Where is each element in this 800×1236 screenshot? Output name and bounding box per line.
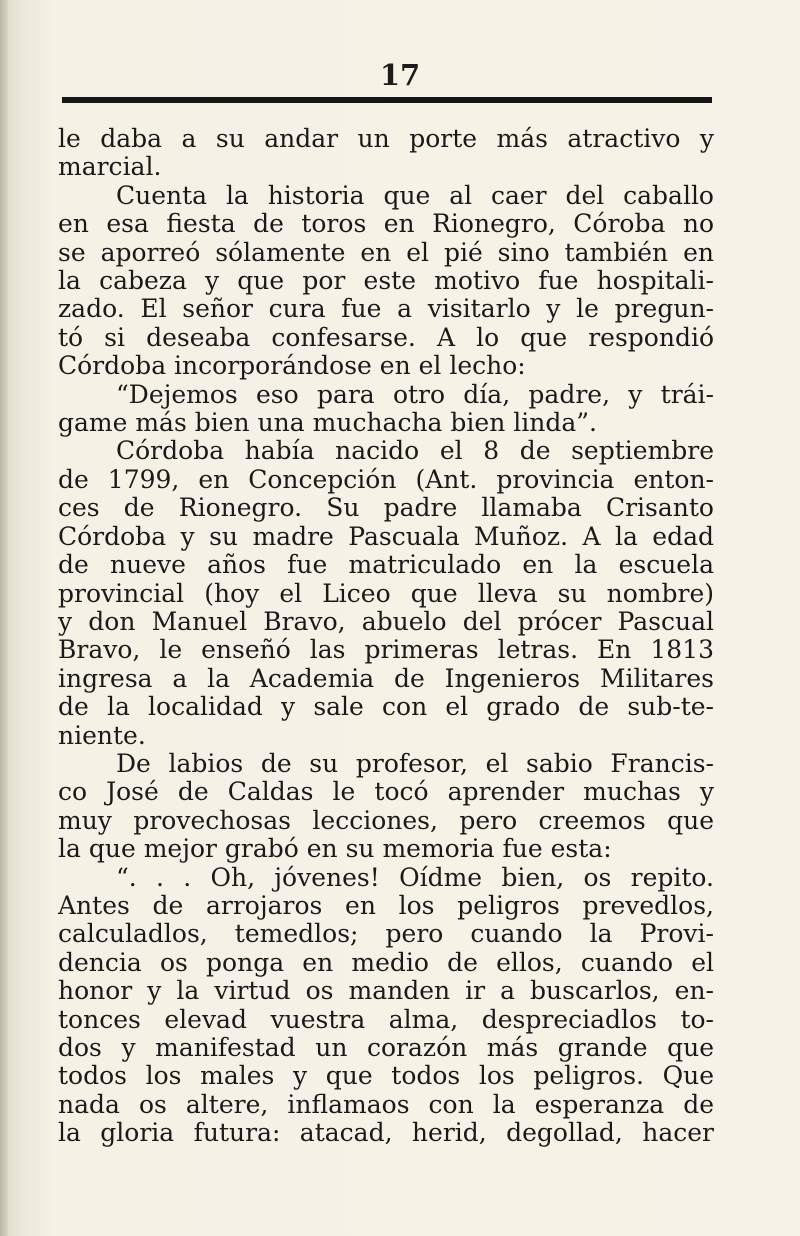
text-line: tonces elevad vuestra alma, despreciadlos to- xyxy=(58,1004,714,1034)
text-line: ces de Rionegro. Su padre llamaba Crisanto xyxy=(58,493,714,523)
text-line: de 1799, en Concepción (Ant. provincia enton- xyxy=(58,464,714,494)
text-line: y don Manuel Bravo, abuelo del prócer Pascual xyxy=(58,606,714,636)
header-rule xyxy=(62,97,712,103)
text-line: la que mejor grabó en su memoria fue esta: xyxy=(58,834,612,864)
text-line: ingresa a la Academia de Ingenieros Militares xyxy=(58,663,714,693)
text-line: “Dejemos eso para otro día, padre, y trái- xyxy=(116,379,714,409)
text-line: de nueve años fue matriculado en la escuela xyxy=(58,550,714,580)
text-line: calculadlos, temedlos; pero cuando la Provi- xyxy=(58,919,714,949)
text-line: todos los males y que todos los peligros. Que xyxy=(58,1061,714,1091)
text-line: Córdoba incorporándose en el lecho: xyxy=(58,351,526,381)
text-line: en esa fiesta de toros en Rionegro, Córoba no xyxy=(58,209,714,239)
text-line: “. . . Oh, jóvenes! Oídme bien, os repito. xyxy=(116,862,714,892)
text-line: dos y manifestad un corazón más grande que xyxy=(58,1033,714,1062)
page-number: 17 xyxy=(379,58,421,92)
text-line: co José de Caldas le tocó aprender muchas y xyxy=(58,777,714,807)
text-line: la gloria futura: atacad, herid, degollad, hacer xyxy=(58,1118,714,1148)
text-line: honor y la virtud os manden ir a buscarlos, en- xyxy=(58,976,714,1006)
text-line: Córdoba había nacido el 8 de septiembre xyxy=(116,436,714,466)
text-line: De labios de su profesor, el sabio Francis- xyxy=(116,748,714,778)
text-line: la cabeza y que por este motivo fue hospitali- xyxy=(58,266,714,296)
text-line: Córdoba y su madre Pascuala Muñoz. A la edad xyxy=(58,521,714,551)
text-line: nada os altere, inflamaos con la esperanza de xyxy=(58,1089,714,1119)
text-line: le daba a su andar un porte más atractivo y xyxy=(58,124,714,153)
text-line: provincial (hoy el Liceo que lleva su nombre) xyxy=(58,578,714,608)
page-binding-edge xyxy=(0,0,8,1236)
text-line: de la localidad y sale con el grado de sub-te- xyxy=(58,692,714,722)
text-line: Bravo, le enseñó las primeras letras. En 1813 xyxy=(58,635,714,665)
text-line: zado. El señor cura fue a visitarlo y le pregun- xyxy=(58,294,714,324)
text-line: game más bien una muchacha bien linda”. xyxy=(58,408,597,438)
text-line: Antes de arrojaros en los peligros prevedlos, xyxy=(58,890,714,920)
text-line: niente. xyxy=(58,720,146,750)
body-text xyxy=(58,125,714,1148)
text-line: tó si deseaba confesarse. A lo que respondió xyxy=(58,322,714,352)
text-line: marcial. xyxy=(58,152,162,182)
text-line: se aporreó sólamente en el pié sino también en xyxy=(58,237,714,267)
text-line: Cuenta la historia que al caer del caballo xyxy=(116,180,714,210)
text-line: dencia os ponga en medio de ellos, cuando el xyxy=(58,947,714,977)
text-line: muy provechosas lecciones, pero creemos que xyxy=(58,805,714,835)
